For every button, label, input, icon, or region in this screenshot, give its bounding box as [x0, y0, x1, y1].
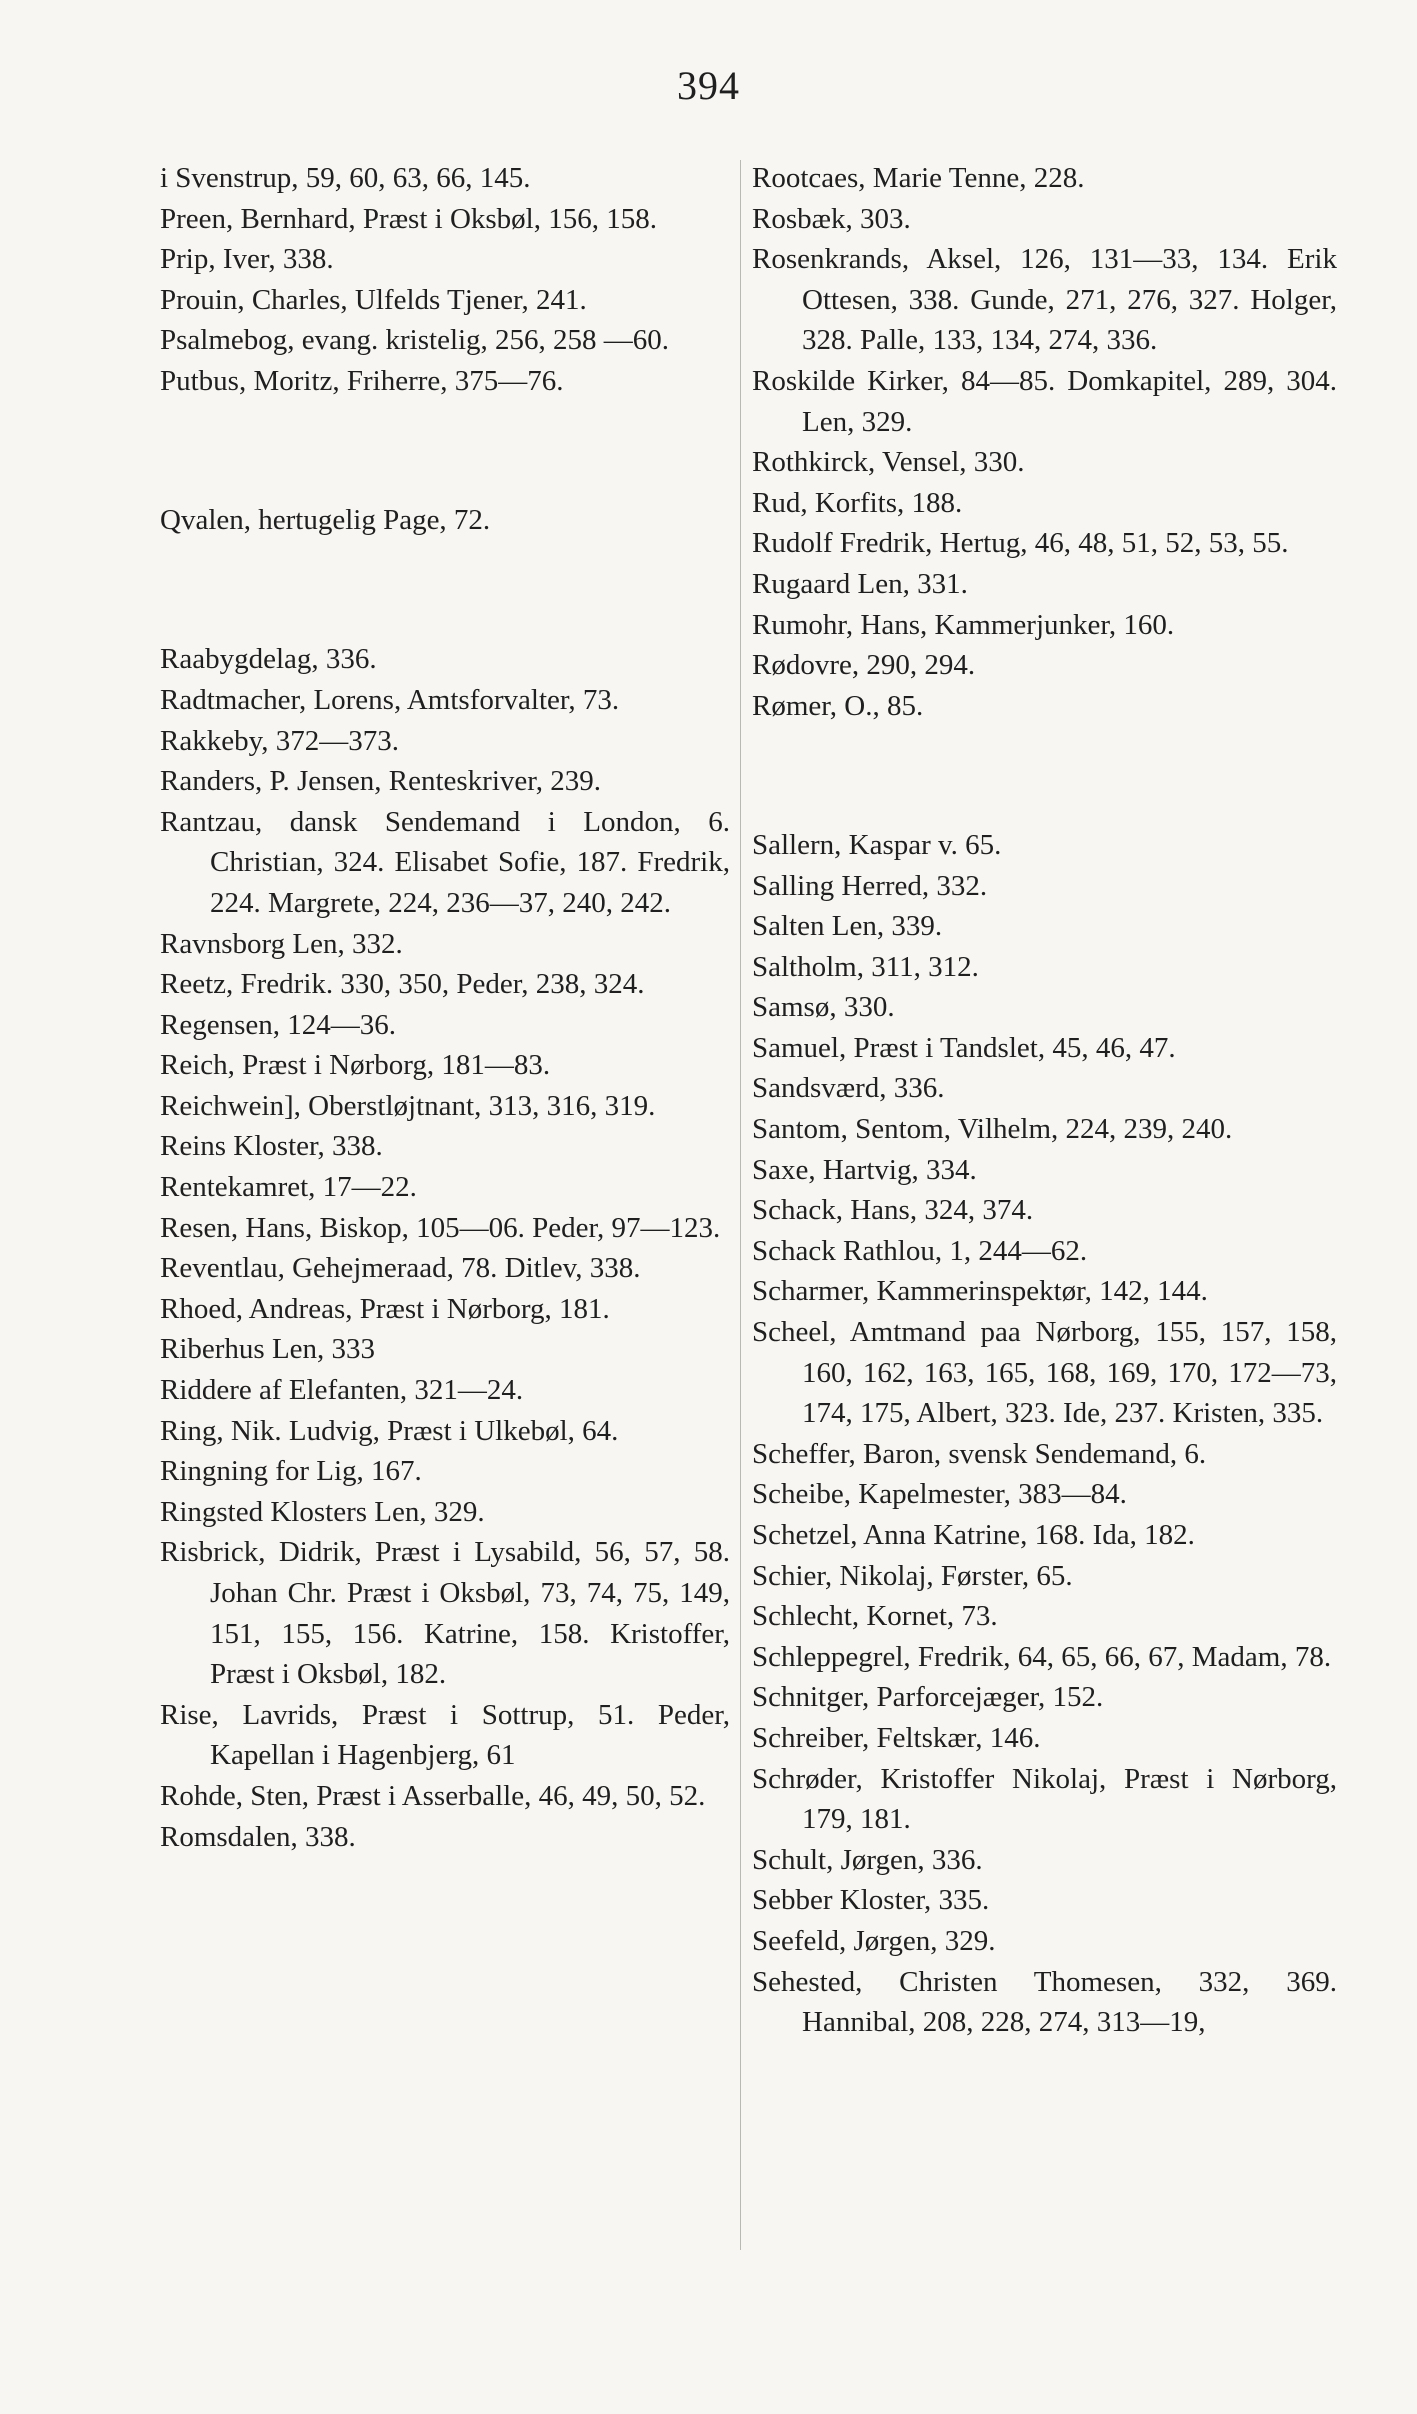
- index-entry: Samsø, 330.: [752, 991, 895, 1024]
- index-entry: Ringning for Lig, 167.: [160, 1455, 422, 1488]
- index-entry: Sandsværd, 336.: [752, 1072, 945, 1105]
- index-entry: Rud, Korfits, 188.: [752, 486, 963, 519]
- index-entry: Rothkirck, Vensel, 330.: [752, 446, 1025, 479]
- index-entry: Seefeld, Jørgen, 329.: [752, 1924, 996, 1957]
- index-entry: i Svenstrup, 59, 60, 63, 66, 145.: [160, 162, 531, 194]
- index-entry: Reetz, Fredrik. 330, 350, Peder, 238, 324.: [160, 968, 645, 1001]
- index-entry: Riddere af Elefanten, 321—24.: [160, 1374, 524, 1407]
- section-gap: [752, 755, 1337, 796]
- index-entry: Rødovre, 290, 294.: [752, 649, 976, 682]
- index-entry: Rhoed, Andreas, Præst i Nørborg, 181.: [160, 1292, 610, 1325]
- index-entry: Ravnsborg Len, 332.: [160, 927, 403, 960]
- index-entry: Salten Len, 339.: [752, 910, 943, 943]
- index-entry: Schier, Nikolaj, Førster, 65.: [752, 1559, 1073, 1592]
- index-entry: Schrøder, Kristoffer Nikolaj, Præst i Nørborg, 179, 181.: [752, 1762, 1337, 1836]
- index-entry: Santom, Sentom, Vilhelm, 224, 239, 240.: [752, 1113, 1233, 1146]
- index-entry: Reich, Præst i Nørborg, 181—83.: [160, 1049, 551, 1082]
- index-entry: Regensen, 124—36.: [160, 1008, 396, 1041]
- index-entry: Putbus, Moritz, Friherre, 375—76.: [160, 364, 564, 397]
- index-entry: Rosenkrands, Aksel, 126, 131—33, 134. Erik Ottesen, 338. Gunde, 271, 276, 327. Holger, 328. Palle, 133, 134, 274, 336.: [752, 243, 1337, 357]
- index-entry: Saxe, Hartvig, 334.: [752, 1153, 977, 1186]
- index-entry: Scheffer, Baron, svensk Sendemand, 6.: [752, 1437, 1207, 1470]
- index-entry: Preen, Bernhard, Præst i Oksbøl, 156, 158.: [160, 202, 657, 235]
- index-entry: Reventlau, Gehejmeraad, 78. Ditlev, 338.: [160, 1252, 641, 1285]
- index-entry: Schack, Hans, 324, 374.: [752, 1194, 1034, 1227]
- index-column-right: [752, 158, 1337, 2043]
- index-entry: Sehested, Christen Thomesen, 332, 369. Hannibal, 208, 228, 274, 313—19,: [752, 1965, 1337, 2039]
- index-entry: Schack Rathlou, 1, 244—62.: [752, 1234, 1088, 1267]
- index-entry: Sallern, Kaspar v. 65.: [752, 828, 1002, 861]
- index-entry: Reins Kloster, 338.: [160, 1130, 383, 1163]
- index-entry: Riberhus Len, 333: [160, 1333, 376, 1366]
- index-entry: Randers, P. Jensen, Renteskriver, 239.: [160, 765, 602, 798]
- index-entry: Schult, Jørgen, 336.: [752, 1843, 983, 1876]
- index-entry: Romsdalen, 338.: [160, 1820, 356, 1853]
- index-entry: Prouin, Charles, Ulfelds Tjener, 241.: [160, 283, 587, 316]
- index-entry: Rohde, Sten, Præst i Asserballe, 46, 49, 50, 52.: [160, 1779, 706, 1812]
- index-entry: Rosbæk, 303.: [752, 202, 911, 235]
- index-entry: Rantzau, dansk Sendemand i London, 6. Christian, 324. Elisabet Sofie, 187. Fredrik, 224. Margrete, 224, 236—37, 240, 242.: [160, 805, 730, 919]
- index-entry: Scharmer, Kammerinspektør, 142, 144.: [752, 1275, 1208, 1308]
- column-divider: [740, 160, 741, 2250]
- index-entry: Rugaard Len, 331.: [752, 567, 968, 600]
- index-entry: Rentekamret, 17—22.: [160, 1171, 417, 1204]
- index-entry: Scheibe, Kapelmester, 383—84.: [752, 1478, 1127, 1511]
- index-entry: Radtmacher, Lorens, Amtsforvalter, 73.: [160, 683, 620, 716]
- index-entry: Resen, Hans, Biskop, 105—06. Peder, 97—123.: [160, 1211, 721, 1244]
- index-column-left: [160, 158, 730, 1857]
- index-entry: Salling Herred, 332.: [752, 869, 988, 902]
- section-gap: [160, 431, 730, 472]
- page-number: 394: [677, 63, 740, 108]
- index-entry: Qvalen, hertugelig Page, 72.: [160, 504, 491, 537]
- index-entry: Schetzel, Anna Katrine, 168. Ida, 182.: [752, 1519, 1195, 1551]
- index-entry: Ring, Nik. Ludvig, Præst i Ulkebøl, 64.: [160, 1414, 619, 1447]
- index-entry: Rootcaes, Marie Tenne, 228.: [752, 162, 1085, 194]
- index-entry: Rudolf Fredrik, Hertug, 46, 48, 51, 52, 53, 55.: [752, 527, 1289, 560]
- index-entry: Sebber Kloster, 335.: [752, 1884, 990, 1917]
- index-entry: Schleppegrel, Fredrik, 64, 65, 66, 67, Madam, 78.: [752, 1640, 1332, 1673]
- index-entry: Ringsted Klosters Len, 329.: [160, 1495, 485, 1528]
- index-entry: Prip, Iver, 338.: [160, 243, 334, 276]
- index-entry: Rakkeby, 372—373.: [160, 724, 399, 757]
- index-entry: Roskilde Kirker, 84—85. Domkapitel, 289, 304. Len, 329.: [752, 364, 1337, 438]
- index-entry: Rumohr, Hans, Kammerjunker, 160.: [752, 608, 1175, 641]
- index-entry: Rise, Lavrids, Præst i Sottrup, 51. Peder, Kapellan i Hagenbjerg, 61: [160, 1698, 730, 1772]
- index-entry: Samuel, Præst i Tandslet, 45, 46, 47.: [752, 1031, 1176, 1064]
- index-entry: Saltholm, 311, 312.: [752, 950, 979, 983]
- index-entry: Schnitger, Parforcejæger, 152.: [752, 1681, 1104, 1714]
- index-entry: Rømer, O., 85.: [752, 689, 924, 722]
- index-entry: Scheel, Amtmand paa Nørborg, 155, 157, 158, 160, 162, 163, 165, 168, 169, 170, 172—73, 174, 175, Albert, 323. Ide, 237. Kristen, 335.: [752, 1316, 1337, 1430]
- index-entry: Raabygdelag, 336.: [160, 643, 377, 676]
- index-entry: Psalmebog, evang. kristelig, 256, 258 —60.: [160, 324, 670, 357]
- index-entry: Schreiber, Feltskær, 146.: [752, 1721, 1041, 1754]
- section-gap: [160, 570, 730, 611]
- index-entry: Reichwein], Oberstløjtnant, 313, 316, 319.: [160, 1089, 656, 1122]
- index-entry: Risbrick, Didrik, Præst i Lysabild, 56, 57, 58. Johan Chr. Præst i Oksbøl, 73, 74, 75, 149, 151, 155, 156. Katrine, 158. Kristoffer, Præst i Oksbøl, 182.: [160, 1536, 730, 1691]
- index-entry: Schlecht, Kornet, 73.: [752, 1600, 998, 1633]
